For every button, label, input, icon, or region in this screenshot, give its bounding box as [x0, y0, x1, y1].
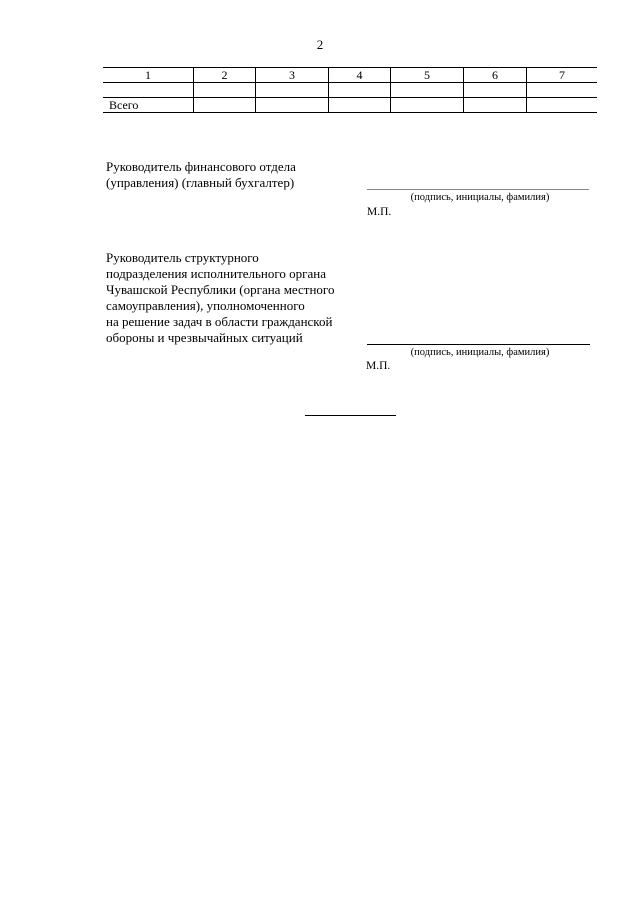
- signature-line: [367, 189, 589, 190]
- title-line: обороны и чрезвычайных ситуаций: [106, 330, 303, 345]
- title-line: самоуправления), уполномоченного: [106, 298, 305, 313]
- table-cell: [391, 83, 464, 98]
- column-header: 3: [256, 68, 329, 83]
- signature-caption: (подпись, инициалы, фамилия): [410, 347, 550, 358]
- table-cell: [103, 83, 194, 98]
- table-cell: [194, 98, 256, 113]
- table-cell: [464, 83, 527, 98]
- column-header: 4: [329, 68, 391, 83]
- end-of-document-rule: [305, 415, 396, 416]
- column-header: 5: [391, 68, 464, 83]
- total-label: Всего: [103, 98, 194, 113]
- table-cell: [329, 98, 391, 113]
- column-header: 7: [527, 68, 598, 83]
- table-cell: [527, 98, 598, 113]
- table-cell: [194, 83, 256, 98]
- table-cell: [256, 83, 329, 98]
- signatory-title-civil-defense: [106, 250, 334, 346]
- title-line: подразделения исполнительного органа: [106, 266, 326, 281]
- table-cell: [464, 98, 527, 113]
- title-line: Руководитель финансового отдела: [106, 159, 296, 174]
- table-row: [103, 83, 597, 98]
- table-total-row: [103, 98, 597, 113]
- title-line: Руководитель структурного: [106, 250, 259, 265]
- table-cell: [329, 83, 391, 98]
- table-cell: [391, 98, 464, 113]
- signature-line: [367, 344, 590, 345]
- title-line: на решение задач в области гражданской: [106, 314, 333, 329]
- signature-caption: (подпись, инициалы, фамилия): [410, 192, 550, 203]
- stamp-label: М.П.: [366, 360, 391, 372]
- page-number: 2: [316, 37, 324, 52]
- column-header: 2: [194, 68, 256, 83]
- title-line: (управления) (главный бухгалтер): [106, 175, 295, 190]
- summary-table: [103, 67, 597, 113]
- column-header: 6: [464, 68, 527, 83]
- table-header-row: [103, 68, 597, 83]
- column-header: 1: [103, 68, 194, 83]
- stamp-label: М.П.: [367, 206, 392, 218]
- signatory-title-finance: [106, 159, 296, 191]
- table-cell: [527, 83, 598, 98]
- table-cell: [256, 98, 329, 113]
- title-line: Чувашской Республики (органа местного: [106, 282, 335, 297]
